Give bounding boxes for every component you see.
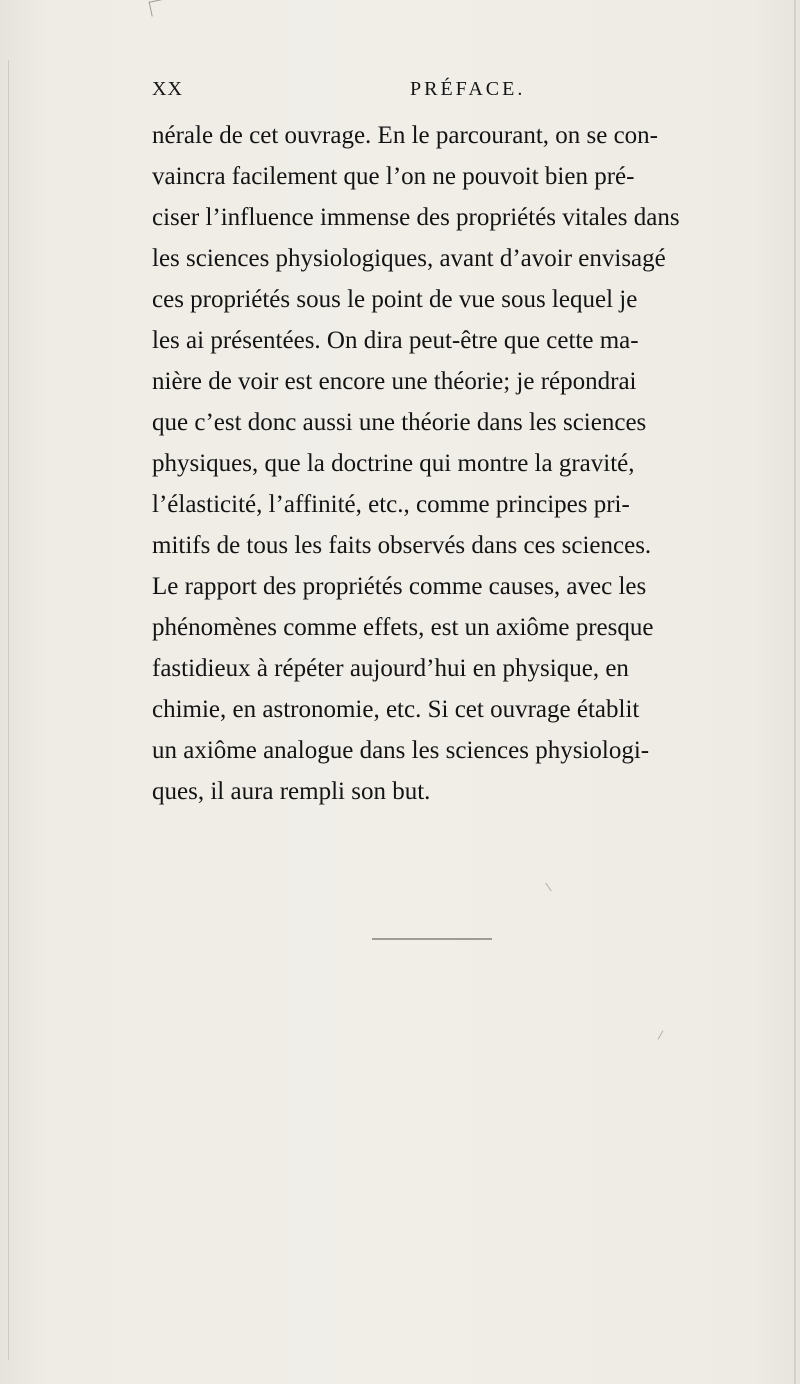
text-line: les sciences physiologiques, avant d’avoir envisagé xyxy=(152,245,666,272)
running-head: PRÉFACE. xyxy=(410,78,526,100)
text-line: chimie, en astronomie, etc. Si cet ouvrage établit xyxy=(152,696,640,723)
corner-mark xyxy=(149,0,169,17)
text-line: les ai présentées. On dira peut-être que cette ma- xyxy=(152,327,639,354)
binding-edge xyxy=(794,0,796,1384)
body-text xyxy=(152,115,792,812)
ink-speck xyxy=(658,1030,664,1039)
page-edge-shadow xyxy=(8,60,9,1360)
ornament-rule xyxy=(372,938,492,940)
text-line: Le rapport des propriétés comme causes, avec les xyxy=(152,573,647,600)
text-line: que c’est donc aussi une théorie dans les sciences xyxy=(152,409,647,436)
text-line: nérale de cet ouvrage. En le parcourant, on se con- xyxy=(152,122,659,149)
ink-speck xyxy=(545,883,552,892)
text-line: fastidieux à répéter aujourd’hui en physique, en xyxy=(152,655,629,682)
text-line: mitifs de tous les faits observés dans ces sciences. xyxy=(152,532,652,559)
text-line: nière de voir est encore une théorie; je répondrai xyxy=(152,368,637,395)
page-header xyxy=(152,78,712,108)
text-line: vaincra facilement que l’on ne pouvoit bien pré- xyxy=(152,163,635,190)
text-line: l’élasticité, l’affinité, etc., comme principes pri- xyxy=(152,491,630,518)
text-line: phénomènes comme effets, est un axiôme presque xyxy=(152,614,654,641)
text-line: un axiôme analogue dans les sciences physiologi- xyxy=(152,737,650,764)
text-line: ques, il aura rempli son but. xyxy=(152,778,431,805)
page-number: XX xyxy=(152,78,183,100)
text-line: ces propriétés sous le point de vue sous lequel je xyxy=(152,286,638,313)
text-line: physiques, que la doctrine qui montre la gravité, xyxy=(152,450,635,477)
text-line: ciser l’influence immense des propriétés vitales dans xyxy=(152,204,680,231)
